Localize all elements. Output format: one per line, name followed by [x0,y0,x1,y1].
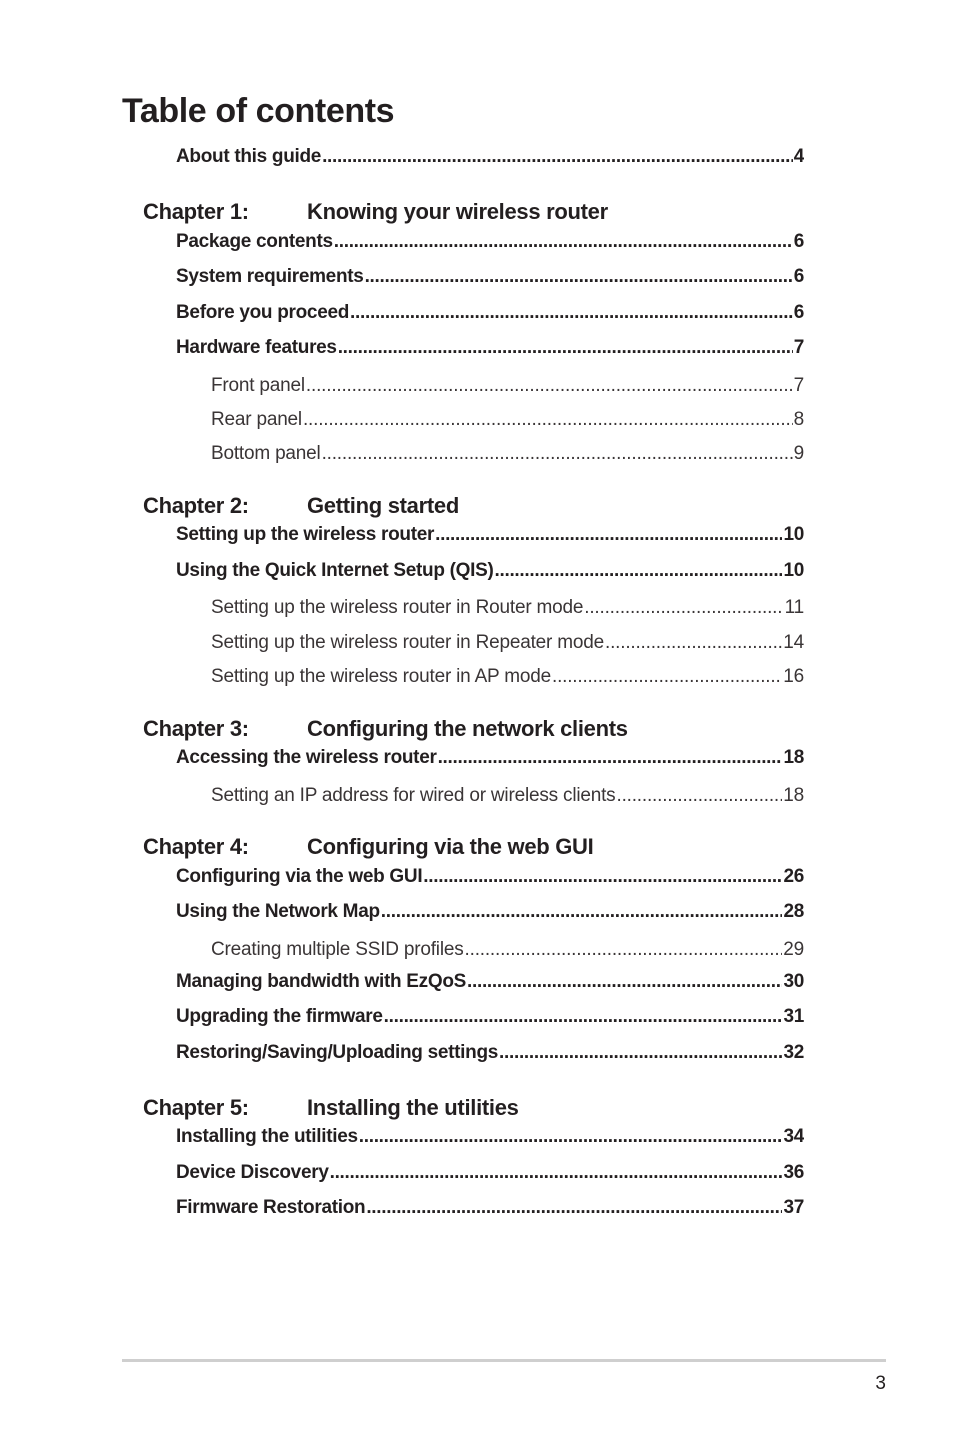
toc-entry-page: 10 [783,524,804,545]
page-number: 3 [875,1373,886,1394]
toc-entry-label: Package contents [176,231,333,252]
toc-entry-label: Accessing the wireless router [176,747,437,768]
chapter-number: Chapter 4: [143,834,249,859]
toc-entry-page: 31 [783,1006,804,1027]
toc-entry[interactable] [176,336,804,360]
toc-entry-page: 29 [783,939,804,960]
leader-dots [322,145,793,169]
toc-entry-page: 34 [783,1126,804,1147]
toc-entry-label: Managing bandwidth with EzQoS [176,971,467,992]
toc-entry-label: Hardware features [176,337,337,358]
toc-entry-label: Upgrading the firmware [176,1006,383,1027]
toc-entry-label: Device Discovery [176,1162,329,1183]
toc-entry[interactable] [176,970,804,994]
toc-entry[interactable] [176,1196,804,1220]
toc-subentry[interactable] [211,938,804,962]
footer-rule [122,1359,886,1362]
leader-dots [303,408,793,432]
chapter-number: Chapter 2: [143,493,249,518]
toc-entry-label: Bottom panel [211,443,321,464]
chapter-number: Chapter 5: [143,1095,249,1120]
leader-dots [359,1125,783,1149]
toc-entry-page: 8 [793,409,804,430]
toc-entry-label: Setting up the wireless router in AP mode [211,666,551,687]
toc-entry-label: Rear panel [211,409,302,430]
leader-dots [438,746,783,770]
toc-entry-page: 18 [783,785,804,806]
toc-entry-page: 6 [793,302,804,323]
toc-entry[interactable] [176,900,804,924]
toc-entry-page: 37 [783,1197,804,1218]
leader-dots [384,1005,783,1029]
leader-dots [605,631,782,655]
toc-entry-page: 18 [783,747,804,768]
toc-entry-label: About this guide [176,146,322,167]
toc-entry-page: 36 [783,1162,804,1183]
toc-entry-page: 4 [793,146,804,167]
toc-subentry[interactable] [211,784,804,808]
leader-dots [499,1041,782,1065]
toc-subentry[interactable] [211,665,804,689]
toc-entry-label: System requirements [176,266,364,287]
leader-dots [306,374,793,398]
chapter-title: Knowing your wireless router [307,199,608,224]
chapter-heading [143,198,608,226]
leader-dots [467,970,782,994]
toc-subentry[interactable] [211,596,804,620]
chapter-title: Installing the utilities [307,1095,519,1120]
toc-entry[interactable] [176,865,804,889]
chapter-heading [143,1094,519,1122]
chapter-title: Configuring via the web GUI [307,834,594,859]
leader-dots [465,938,783,962]
leader-dots [366,1196,782,1220]
toc-entry[interactable] [176,301,804,325]
leader-dots [365,265,793,289]
page-title: Table of contents [122,92,395,130]
toc-entry[interactable] [176,1161,804,1185]
toc-entry[interactable] [176,265,804,289]
chapter-number: Chapter 1: [143,199,249,224]
toc-subentry[interactable] [211,631,804,655]
toc-entry-label: Setting up the wireless router [176,524,435,545]
toc-entry-label: Using the Network Map [176,901,380,922]
toc-entry[interactable] [176,1041,804,1065]
toc-subentry[interactable] [211,374,804,398]
toc-entry-about[interactable] [176,145,804,169]
toc-entry-label: Setting up the wireless router in Router mode [211,597,584,618]
toc-entry[interactable] [176,1125,804,1149]
toc-entry-page: 6 [793,231,804,252]
leader-dots [495,559,783,583]
leader-dots [552,665,782,689]
leader-dots [616,784,782,808]
chapter-title: Getting started [307,493,459,518]
toc-entry-page: 28 [783,901,804,922]
toc-entry-page: 6 [793,266,804,287]
toc-entry-label: Setting up the wireless router in Repeater mode [211,632,604,653]
chapter-heading [143,492,459,520]
toc-entry-label: Using the Quick Internet Setup (QIS) [176,560,494,581]
chapter-heading [143,833,593,861]
leader-dots [381,900,783,924]
chapter-title: Configuring the network clients [307,716,628,741]
leader-dots [338,336,793,360]
leader-dots [350,301,793,325]
toc-entry-page: 16 [783,666,804,687]
toc-entry[interactable] [176,559,804,583]
toc-entry-label: Restoring/Saving/Uploading settings [176,1042,499,1063]
leader-dots [435,523,782,547]
toc-entry[interactable] [176,1005,804,1029]
leader-dots [330,1161,783,1185]
toc-entry-page: 32 [783,1042,804,1063]
toc-entry-label: Before you proceed [176,302,350,323]
toc-subentry[interactable] [211,442,804,466]
toc-entry-page: 9 [793,443,804,464]
leader-dots [322,442,793,466]
leader-dots [423,865,782,889]
toc-entry-label: Installing the utilities [176,1126,358,1147]
toc-entry-label: Front panel [211,375,305,396]
toc-entry-label: Firmware Restoration [176,1197,366,1218]
leader-dots [584,596,783,620]
toc-entry-page: 26 [783,866,804,887]
leader-dots [334,230,793,254]
toc-entry-page: 7 [793,375,804,396]
chapter-heading [143,715,628,743]
toc-subentry[interactable] [211,408,804,432]
toc-entry-page: 14 [783,632,804,653]
toc-entry[interactable] [176,523,804,547]
toc-entry-page: 30 [783,971,804,992]
toc-entry-label: Setting an IP address for wired or wireless clients [211,785,616,806]
toc-entry[interactable] [176,746,804,770]
toc-entry-page: 7 [793,337,804,358]
toc-entry[interactable] [176,230,804,254]
toc-entry-page: 11 [784,597,804,618]
toc-entry-page: 10 [783,560,804,581]
chapter-number: Chapter 3: [143,716,249,741]
toc-entry-label: Creating multiple SSID profiles [211,939,464,960]
toc-entry-label: Configuring via the web GUI [176,866,423,887]
